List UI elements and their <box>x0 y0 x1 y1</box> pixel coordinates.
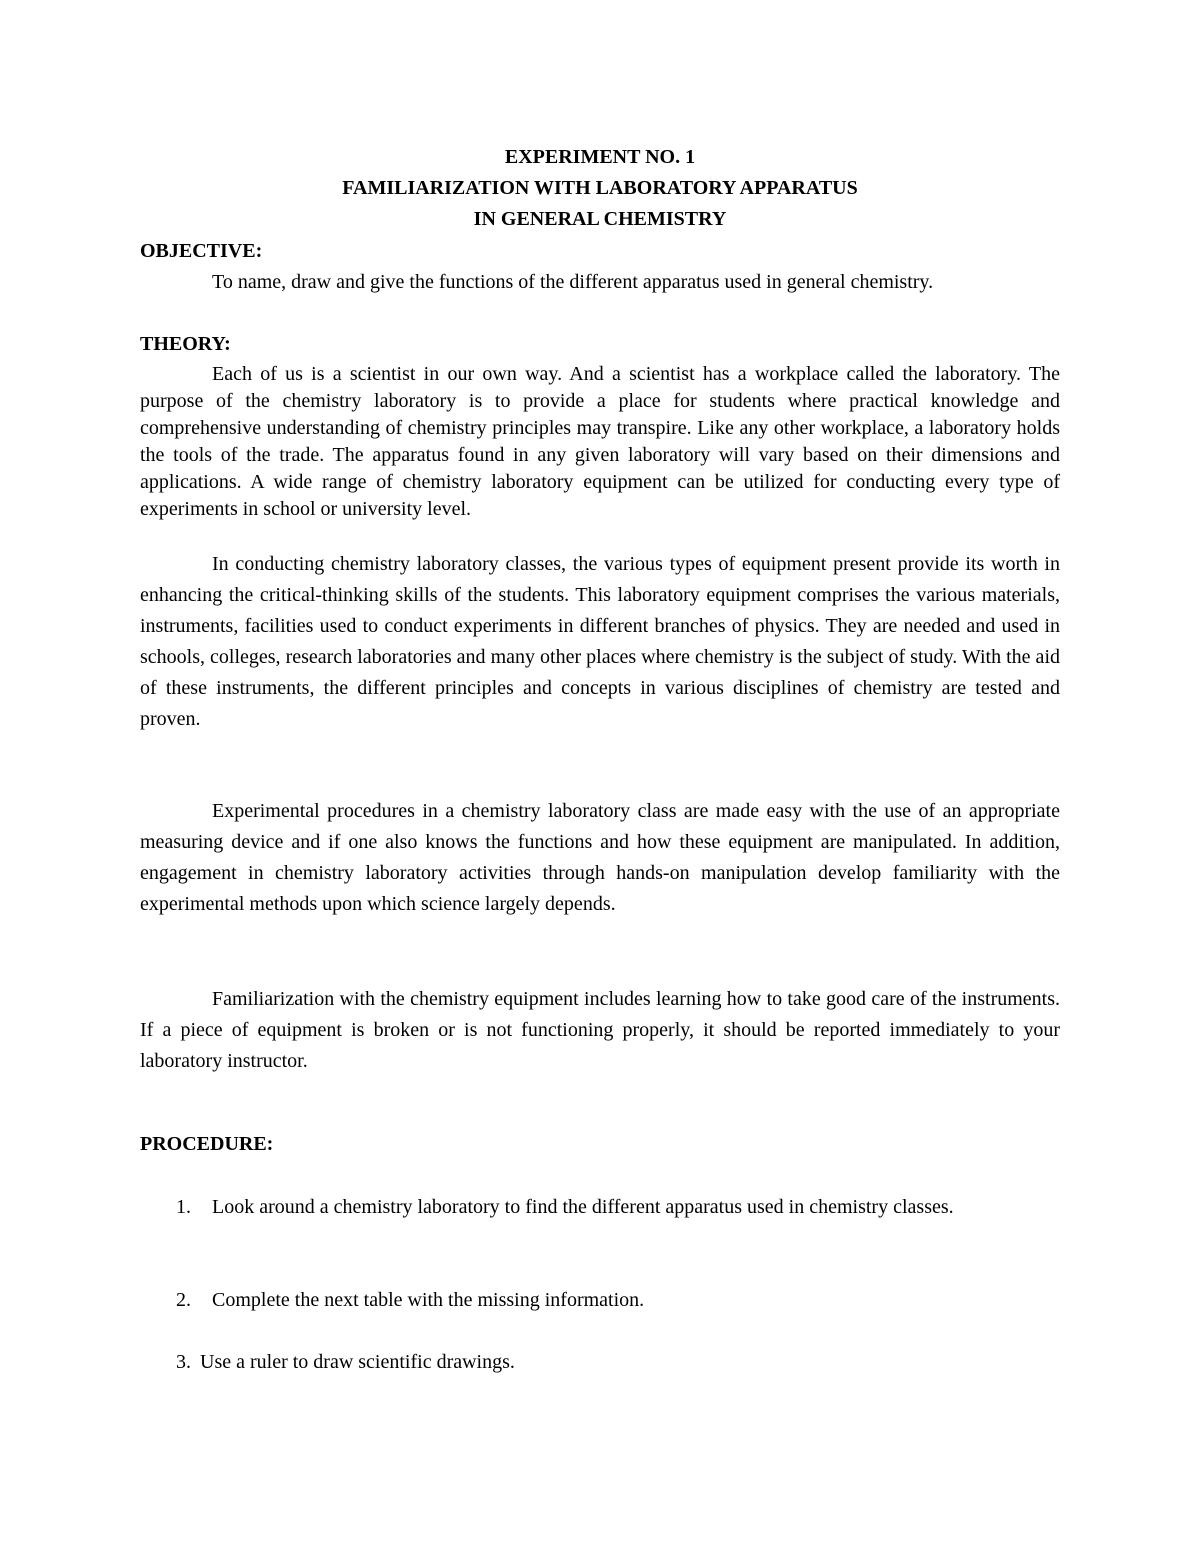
experiment-title-line-1: FAMILIARIZATION WITH LABORATORY APPARATUS <box>342 177 858 199</box>
objective-heading: OBJECTIVE: <box>140 240 263 262</box>
procedure-item-number: 3. <box>176 1351 191 1373</box>
theory-paragraph-4: Familiarization with the chemistry equipment includes learning how to take good care of the instruments. If a piece of equipment is broken or is not functioning properly, it should be reported immediately to your laboratory instructor. <box>140 988 1060 1072</box>
procedure-heading: PROCEDURE: <box>140 1133 274 1155</box>
theory-paragraph-3: Experimental procedures in a chemistry laboratory class are made easy with the use of an appropriate measuring device and if one also knows the functions and how these equipment are manipulated. In addition, engagement in chemistry laboratory activities through hands-on manipulation develop familiarity with the experimental methods upon which science largely depends. <box>140 800 1060 915</box>
experiment-number-title: EXPERIMENT NO. 1 <box>504 146 696 168</box>
procedure-item-number: 2. <box>176 1289 191 1311</box>
objective-text: To name, draw and give the functions of the different apparatus used in general chemistry. <box>212 271 934 293</box>
theory-paragraph-2: In conducting chemistry laboratory classes, the various types of equipment present provide its worth in enhancing the critical-thinking skills of the students. This laboratory equipment comprises the various materials, instruments, facilities used to conduct experiments in different branches of physics. They are needed and used in schools, colleges, research laboratories and many other places where chemistry is the subject of study. With the aid of these instruments, the different principles and concepts in various disciplines of chemistry are tested and proven. <box>140 553 1060 730</box>
procedure-item-number: 1. <box>176 1196 191 1218</box>
theory-heading: THEORY: <box>140 333 231 355</box>
procedure-item-text: Complete the next table with the missing information. <box>212 1289 645 1311</box>
experiment-title-line-2: IN GENERAL CHEMISTRY <box>473 208 727 230</box>
procedure-item-text: Use a ruler to draw scientific drawings. <box>200 1351 515 1373</box>
procedure-item-text: Look around a chemistry laboratory to find the different apparatus used in chemistry classes. <box>212 1196 954 1218</box>
theory-paragraph-1: Each of us is a scientist in our own way. And a scientist has a workplace called the laboratory. The purpose of the chemistry laboratory is to provide a place for students where practical knowledge and comprehensive understanding of chemistry principles may transpire. Like any other workplace, a laboratory holds the tools of the trade. The apparatus found in any given laboratory will vary based on their dimensions and applications. A wide range of chemistry laboratory equipment can be utilized for conducting every type of experiments in school or university level. <box>140 363 1060 520</box>
